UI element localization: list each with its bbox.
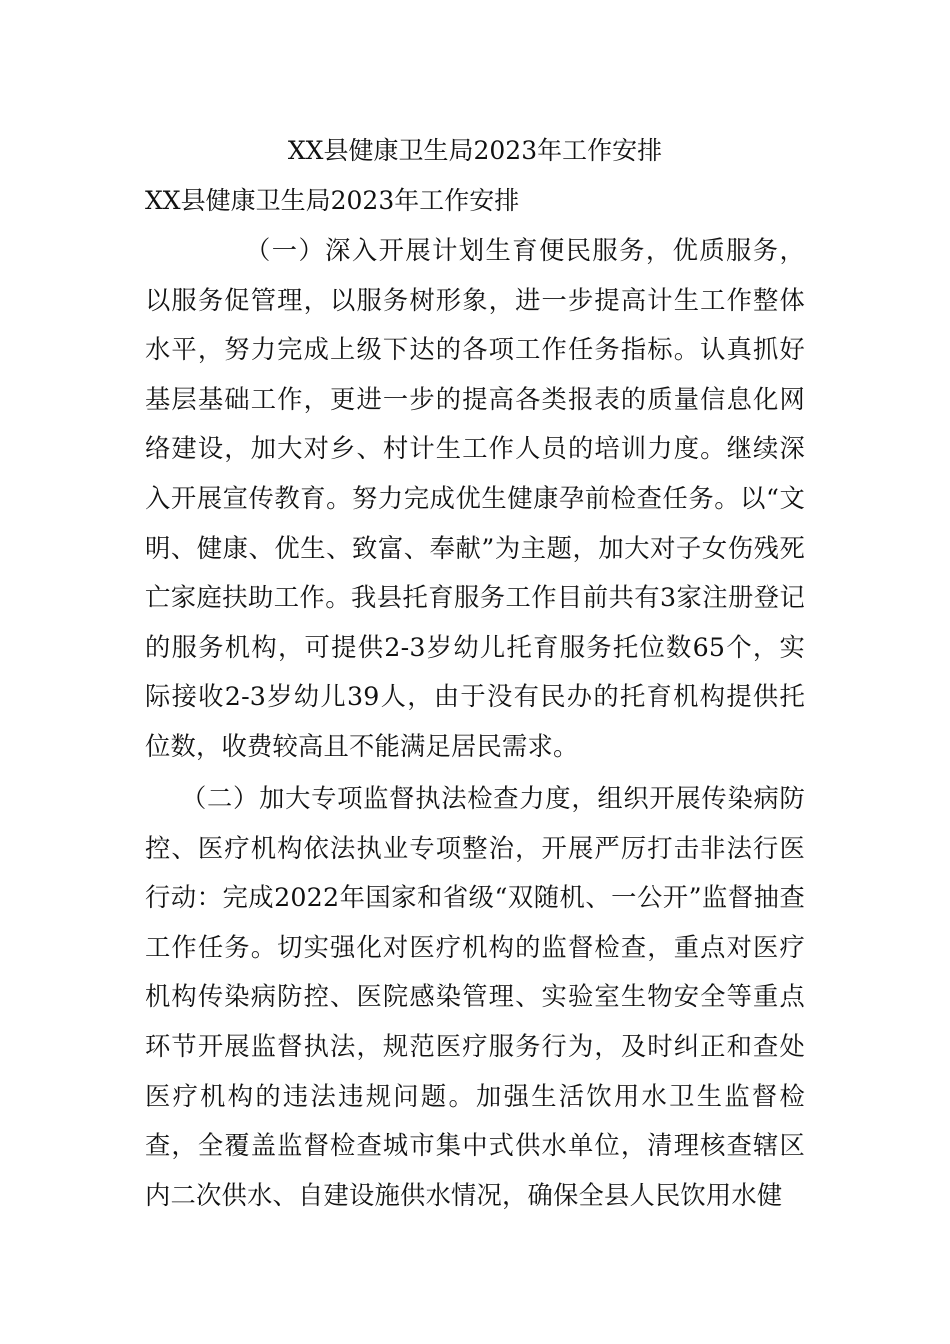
document-subtitle: XX县健康卫生局2023年工作安排 (145, 186, 520, 215)
document-title: XX县健康卫生局2023年工作安排 (287, 136, 663, 165)
paragraph-1: （一）深入开展计划生育便民服务，优质服务，以服务促管理，以服务树形象，进一步提高计生工作整体水平，努力完成上级下达的各项工作任务指标。认真抓好基层基础工作，更进一步的提高各类报表的质量信息化网络建设，加大对乡、村计生工作人员的培训力度。继续深入开展宣传教育。努力完成优生健康孕前检查任务。以“文明、健康、优生、致富、奉献”为主题，加大对子女伤残死亡家庭扶助工作。我县托育服务工作目前共有3家注册登记的服务机构，可提供2-3岁幼儿托育服务托位数65个，实际接收2-3岁幼儿39人，由于没有民办的托育机构提供托位数，收费较高且不能满足居民需求。 (145, 236, 805, 761)
paragraph-2: （二）加大专项监督执法检查力度，组织开展传染病防控、医疗机构依法执业专项整治，开展严厉打击非法行医行动：完成2022年国家和省级“双随机、一公开”监督抽查工作任务。切实强化对医疗机构的监督检查，重点对医疗机构传染病防控、医院感染管理、实验室生物安全等重点环节开展监督执法，规范医疗服务行为，及时纠正和查处医疗机构的违法违规问题。加强生活饮用水卫生监督检查，全覆盖监督检查城市集中式供水单位，清理核查辖区内二次供水、自建设施供水情况，确保全县人民饮用水健 (145, 784, 805, 1210)
